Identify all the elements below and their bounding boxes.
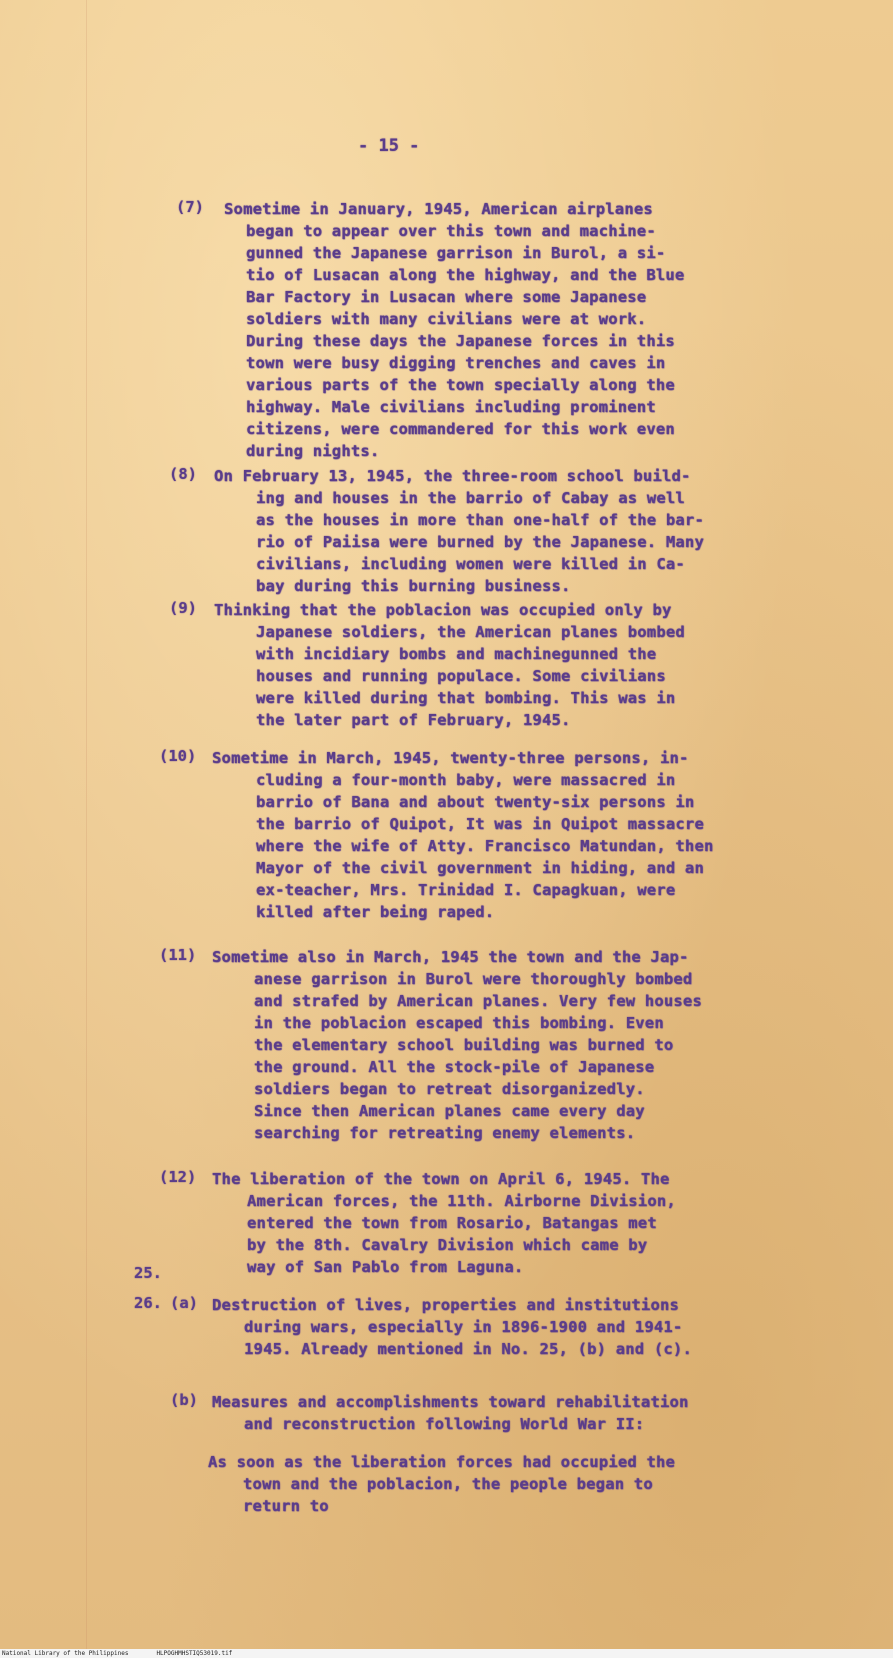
item-7-text-line: various parts of the town specially along the xyxy=(246,376,675,394)
item-9-number: (9) xyxy=(169,599,197,617)
item-8-text-line: ing and houses in the barrio of Cabay as well xyxy=(256,489,685,507)
item-7-text-line: citizens, were commandered for this work even xyxy=(246,420,675,438)
item-12-number: (12) xyxy=(159,1168,197,1186)
section-26-number: 26. xyxy=(134,1294,162,1312)
item-10-number: (10) xyxy=(159,747,197,765)
item-8-text-line: On February 13, 1945, the three-room school build- xyxy=(214,467,691,485)
item-7-text-line: Sometime in January, 1945, American airplanes xyxy=(224,200,653,218)
section-26b-label: (b) xyxy=(170,1391,198,1409)
section-26b-paragraph xyxy=(208,1451,675,1517)
section-26b-paragraph-line: As soon as the liberation forces had occupied the xyxy=(208,1453,676,1471)
item-9-text-line: Thinking that the poblacion was occupied only by xyxy=(214,601,672,619)
section-26a-text-line: 1945. Already mentioned in No. 25, (b) and (c). xyxy=(244,1340,692,1358)
section-26a-label: (a) xyxy=(170,1294,198,1312)
margin-rule xyxy=(86,0,87,1658)
item-11-text-line: Since then American planes came every day xyxy=(254,1102,645,1120)
item-7-text-line: gunned the Japanese garrison in Burol, a si- xyxy=(246,244,666,262)
item-9-text xyxy=(214,599,685,731)
item-11-text-line: anese garrison in Burol were thoroughly bombed xyxy=(254,970,693,988)
item-10-text-line: cluding a four-month baby, were massacred in xyxy=(256,771,676,789)
item-12-text xyxy=(212,1168,676,1278)
item-7-text-line: During these days the Japanese forces in this xyxy=(246,332,675,350)
item-7-text-line: Bar Factory in Lusacan where some Japanese xyxy=(246,288,647,306)
item-7-text-line: tio of Lusacan along the highway, and the Blue xyxy=(246,266,685,284)
item-11-text-line: the ground. All the stock-pile of Japanese xyxy=(254,1058,655,1076)
section-25-number: 25. xyxy=(134,1264,162,1282)
section-26a-text-line: during wars, especially in 1896-1900 and 1941- xyxy=(244,1318,683,1336)
item-7-text xyxy=(224,198,684,462)
item-10-text xyxy=(212,747,714,923)
item-11-number: (11) xyxy=(159,946,197,964)
item-8-text-line: bay during this burning business. xyxy=(256,577,571,595)
item-8-text-line: civilians, including women were killed in Ca- xyxy=(256,555,685,573)
section-26a-text-line: Destruction of lives, properties and institutions xyxy=(212,1296,680,1314)
item-12-text-line: by the 8th. Cavalry Division which came by xyxy=(247,1236,648,1254)
item-12-text-line: The liberation of the town on April 6, 1945. The xyxy=(212,1170,670,1188)
item-9-text-line: with incidiary bombs and machinegunned the xyxy=(256,645,657,663)
item-7-text-line: began to appear over this town and machine- xyxy=(246,222,656,240)
scan-footer xyxy=(0,1649,893,1658)
item-9-text-line: Japanese soldiers, the American planes bombed xyxy=(256,623,685,641)
section-26b-paragraph-line: return to xyxy=(243,1497,329,1515)
section-26b-text xyxy=(212,1391,689,1435)
item-10-text-line: Mayor of the civil government in hiding, and an xyxy=(256,859,704,877)
section-26a-text xyxy=(212,1294,692,1360)
item-8-number: (8) xyxy=(169,465,197,483)
item-11-text-line: in the poblacion escaped this bombing. Even xyxy=(254,1014,664,1032)
item-7-text-line: highway. Male civilians including prominent xyxy=(246,398,656,416)
item-8-text-line: rio of Paiisa were burned by the Japanese. Many xyxy=(256,533,704,551)
item-9-text-line: houses and running populace. Some civilians xyxy=(256,667,666,685)
item-7-text-line: during nights. xyxy=(246,442,380,460)
item-10-text-line: killed after being raped. xyxy=(256,903,495,921)
item-10-text-line: where the wife of Atty. Francisco Matundan, then xyxy=(256,837,714,855)
item-12-text-line: entered the town from Rosario, Batangas met xyxy=(247,1214,657,1232)
item-8-text-line: as the houses in more than one-half of the bar- xyxy=(256,511,704,529)
section-26b-text-line: Measures and accomplishments toward rehabilitation xyxy=(212,1393,689,1411)
item-11-text-line: searching for retreating enemy elements. xyxy=(254,1124,636,1142)
item-9-text-line: the later part of February, 1945. xyxy=(256,711,571,729)
footer-filename: HLPOGHMHSTIQ53019.tif xyxy=(156,1650,233,1657)
item-10-text-line: barrio of Bana and about twenty-six persons in xyxy=(256,793,695,811)
item-10-text-line: Sometime in March, 1945, twenty-three persons, in- xyxy=(212,749,689,767)
item-7-text-line: town were busy digging trenches and caves in xyxy=(246,354,666,372)
section-26b-paragraph-line: town and the poblacion, the people began to xyxy=(243,1475,653,1493)
item-11-text-line: and strafed by American planes. Very few houses xyxy=(254,992,702,1010)
item-11-text xyxy=(212,946,702,1144)
item-10-text-line: ex-teacher, Mrs. Trinidad I. Capagkuan, were xyxy=(256,881,676,899)
section-26b-text-line: and reconstruction following World War II: xyxy=(244,1415,645,1433)
item-7-text-line: soldiers with many civilians were at work. xyxy=(246,310,647,328)
item-7-number: (7) xyxy=(176,198,204,216)
item-12-text-line: way of San Pablo from Laguna. xyxy=(247,1258,524,1276)
page-number: - 15 - xyxy=(358,136,420,156)
item-11-text-line: soldiers began to retreat disorganizedly. xyxy=(254,1080,645,1098)
item-10-text-line: the barrio of Quipot, It was in Quipot massacre xyxy=(256,815,704,833)
footer-source: National Library of the Philippines xyxy=(2,1650,129,1657)
item-11-text-line: the elementary school building was burned to xyxy=(254,1036,674,1054)
item-8-text xyxy=(214,465,704,597)
item-12-text-line: American forces, the 11th. Airborne Division, xyxy=(247,1192,676,1210)
item-9-text-line: were killed during that bombing. This was in xyxy=(256,689,676,707)
item-11-text-line: Sometime also in March, 1945 the town and the Jap- xyxy=(212,948,689,966)
